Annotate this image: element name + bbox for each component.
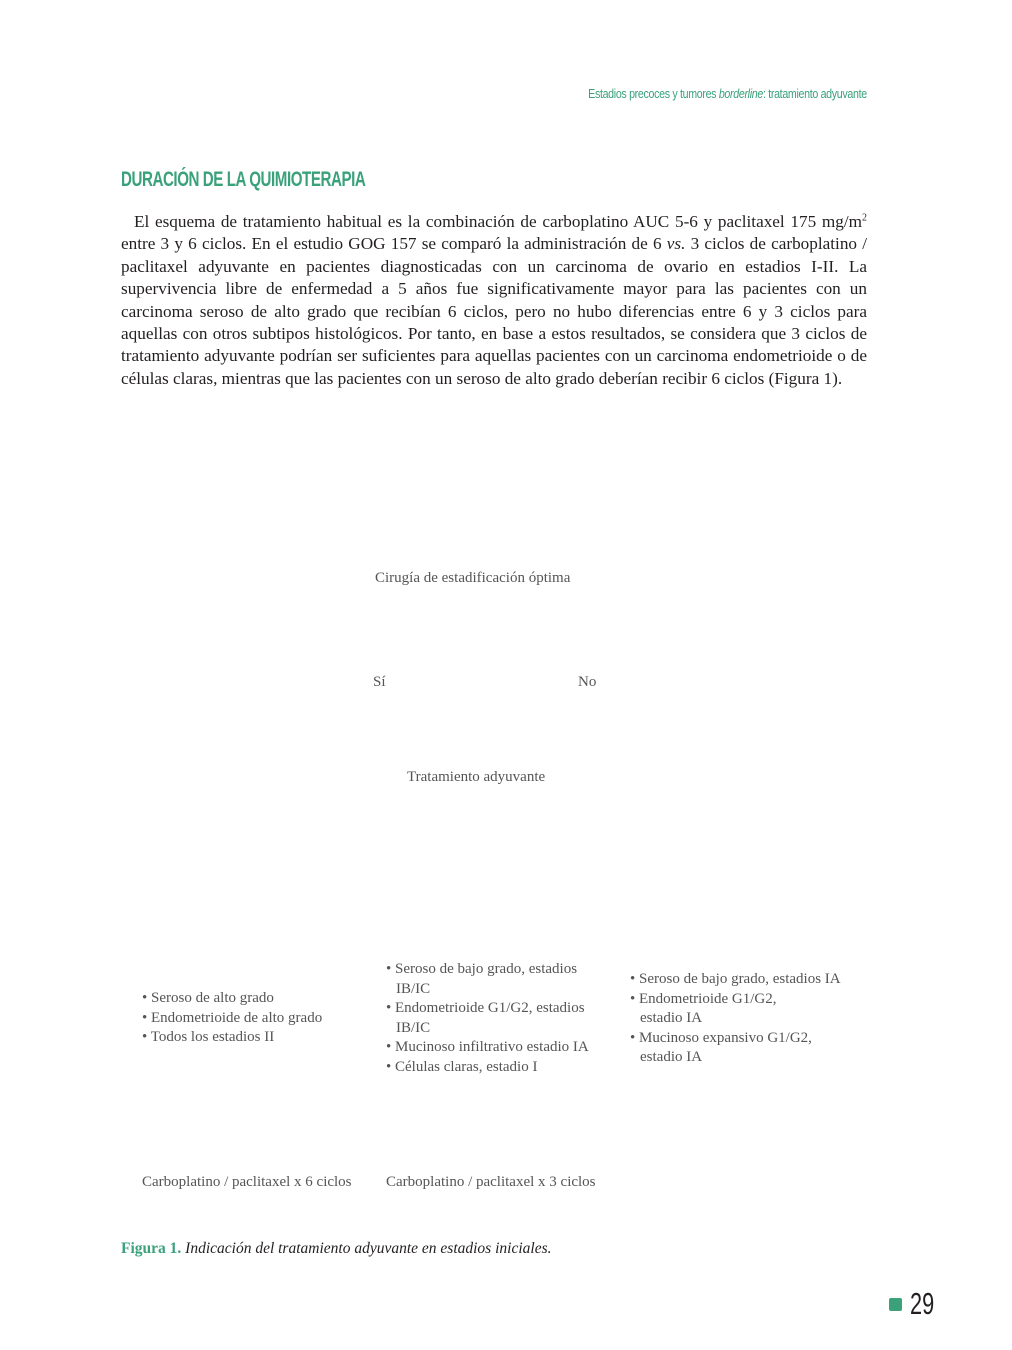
list-item: • Endometrioide G1/G2, estadios IB/IC	[386, 1000, 585, 1036]
figure-caption-label: Figura 1.	[121, 1240, 182, 1257]
section-title: DURACIÓN DE LA QUIMIOTERAPIA	[121, 168, 366, 191]
body-paragraph	[121, 211, 867, 390]
figure-right-box	[630, 970, 855, 1068]
body-text-em: vs.	[666, 234, 686, 254]
body-text-a: El esquema de tratamiento habitual es la combinación de carboplatino AUC 5-6 y paclitaxel 175 mg/m	[134, 212, 862, 231]
list-item: • Seroso de alto grado	[142, 990, 274, 1006]
figure-node-no: No	[578, 674, 597, 690]
running-header-post: : tratamiento adyuvante	[763, 86, 867, 101]
list-item: • Mucinoso expansivo G1/G2, estadio IA	[630, 1029, 812, 1065]
figure-node-adjuvant: Tratamiento adyuvante	[407, 769, 546, 785]
body-text-c: 3 ciclos de carboplatino / paclitaxel adyuvante en pacientes diagnosticadas con un carcinoma de ovario en estadios I-II. La supervivencia libre de enfermedad a 5 años fue significativamente mayor para las pacientes con un carcinoma seroso de alto grado que recibían 6 ciclos, pero no hubo diferencias entre 6 y 3 ciclos para aquellas con otros subtipos histológicos. Por tanto, en base a estos resultados, se considera que 3 ciclos de tratamiento adyuvante podrían ser suficientes para aquellas pacientes con un carcinoma endometrioide o de células claras, mientras que las pacientes con un seroso de alto grado deberían recibir 6 ciclos (Figura 1).	[121, 234, 867, 388]
figure-result-6-cycles: Carboplatino / paclitaxel x 6 ciclos	[142, 1174, 352, 1190]
figure-result-3-cycles: Carboplatino / paclitaxel x 3 ciclos	[386, 1174, 596, 1190]
figure-node-surgery: Cirugía de estadificación óptima	[375, 570, 571, 586]
list-item: • Endometrioide G1/G2, estadio IA	[630, 990, 777, 1026]
figure-left-box	[142, 989, 352, 1048]
page-marker-square-icon	[889, 1298, 902, 1311]
running-header-pre: Estadios precoces y tumores	[588, 86, 719, 101]
list-item: • Endometrioide de alto grado	[142, 1009, 323, 1026]
running-header	[588, 86, 867, 101]
figure-caption	[121, 1240, 551, 1258]
list-item: • Seroso de bajo grado, estadios IA	[630, 971, 841, 987]
body-text-b: entre 3 y 6 ciclos. En el estudio GOG 157 se comparó la administración de 6	[121, 234, 667, 254]
running-header-em: borderline	[718, 86, 764, 101]
list-item: • Mucinoso infiltrativo estadio IA	[386, 1039, 589, 1055]
figure-node-yes: Sí	[373, 674, 386, 690]
figure-caption-text: Indicación del tratamiento adyuvante en estadios iniciales.	[185, 1240, 552, 1257]
figure-middle-box	[386, 960, 602, 1077]
list-item: • Seroso de bajo grado, estadios IB/IC	[386, 961, 578, 997]
page-number: 29	[910, 1286, 935, 1321]
list-item: • Células claras, estadio I	[386, 1058, 538, 1075]
list-item: • Todos los estadios II	[142, 1029, 275, 1045]
body-superscript: 2	[862, 212, 867, 224]
